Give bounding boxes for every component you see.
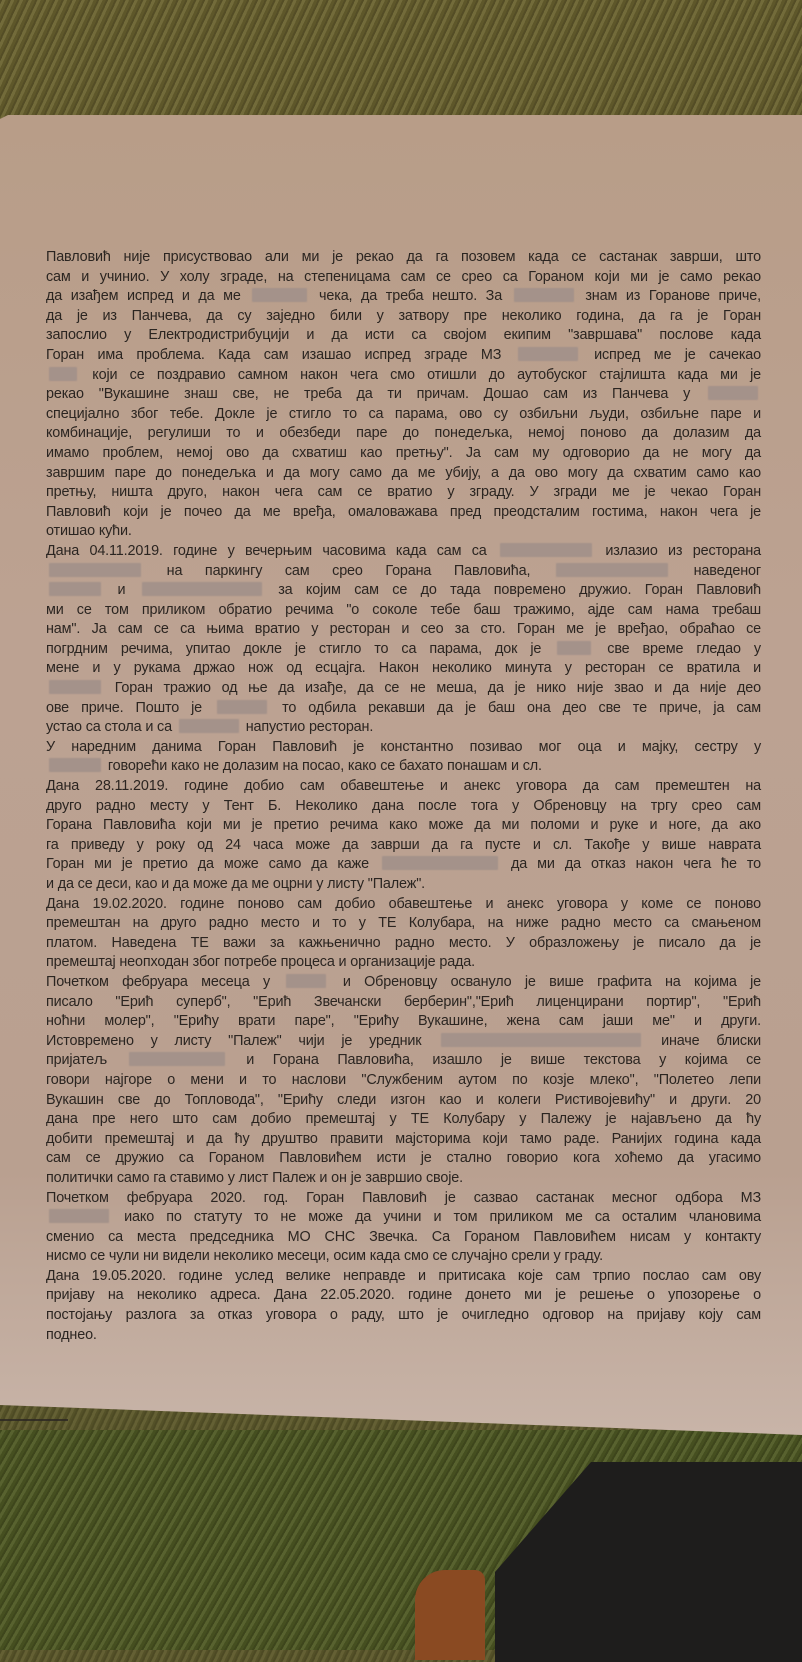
line-text: излазио из ресторана	[605, 542, 761, 559]
line-text: мене и у рукама држао нож од есцајга. Након неколико минута у ресторан се вратила и	[46, 660, 761, 677]
document-line	[46, 542, 761, 562]
redaction-block	[49, 563, 141, 577]
document-line	[46, 444, 761, 464]
line-text: говорећи како не долазим на посао, како се бахато понашам и сл.	[107, 758, 542, 775]
line-text: Вукашин све до Топловода", "Ерићу следи изгон као и колеги Ристивојевићу" и други. 20	[46, 1091, 761, 1108]
redaction-block	[441, 1033, 641, 1047]
document-line	[46, 1306, 761, 1326]
line-text: рекао "Вукашине знаш све, не треба да ти причам. Дошао сам из Панчева у	[46, 386, 691, 403]
line-text: отишао кући.	[46, 523, 132, 540]
pencil-mark	[0, 1419, 68, 1421]
hand-edge	[415, 1570, 485, 1660]
document-line	[46, 1091, 761, 1111]
document-line	[46, 797, 761, 817]
document-line	[46, 326, 761, 346]
document-line	[46, 503, 761, 523]
document-line	[46, 1228, 761, 1248]
document-line	[46, 855, 761, 875]
line-text: пријаву на неколико адреса. Дана 22.05.2020. године донето ми је решење о упозорење о	[46, 1287, 761, 1304]
line-text: говори најгоре о мени и то наслови "Службеним аутом по козје млеко", "Полетео лепи	[46, 1071, 761, 1088]
fabric-background-top	[0, 0, 802, 130]
line-text: Дана 19.05.2020. године услед велике неправде и притисака које сам трпио послао сам ову	[46, 1267, 761, 1284]
redaction-block	[514, 288, 574, 302]
line-text: пријатељ	[46, 1052, 107, 1069]
line-text: Дана 19.02.2020. године поново сам добио обавештење и анекс уговора у коме се поново	[46, 895, 761, 912]
document-line	[46, 679, 761, 699]
document-line	[46, 836, 761, 856]
line-text: испред ме је сачекао	[594, 346, 761, 363]
document-line	[46, 268, 761, 288]
document-line	[46, 777, 761, 797]
line-text: комбинације, регулиши то и обезбеди паре до понедељка, немој поново да долазим да	[46, 425, 761, 442]
document-line	[46, 973, 761, 993]
line-text: дана пре него што сам добио премештај у ТЕ Колубару у Палежу је најављено да ћу	[46, 1111, 761, 1128]
line-text: и да се деси, као и да може да ме оцрни у листу "Палеж".	[46, 876, 426, 892]
line-text: У наредним данима Горан Павловић је константно позивао мог оца и мајку, сестру у	[46, 738, 761, 755]
redaction-block	[382, 856, 498, 870]
line-text: политички само га ставимо у лист Палеж и он је завршио своје.	[46, 1169, 463, 1186]
document-body	[46, 248, 761, 1345]
line-text: погрдним речима, упитао докле је стигло то са парама, док је	[46, 640, 542, 657]
redaction-block	[49, 1209, 109, 1223]
document-line	[46, 1110, 761, 1130]
line-text: премештај неопходан због потребе процеса и организације рада.	[46, 954, 475, 971]
line-text: друго радно месту у Тент Б. Неколико дана после тога у Обреновцу на тргу срео сам	[46, 797, 761, 814]
redaction-block	[708, 386, 758, 400]
line-text: завршим паре до понедељка и да могу само да ме убију, а да ово могу да схватим само као	[46, 464, 761, 481]
line-text: нисмо се чули ни видели неколико месеци, осим када смо се случајно срели у граду.	[46, 1248, 603, 1265]
document-line	[46, 464, 761, 484]
line-text: сам се дружио са Гораном Павловићем исти је стално говорио кога хоћемо да угасимо	[46, 1150, 761, 1167]
line-text: и	[117, 582, 126, 599]
redaction-block	[252, 288, 307, 302]
line-text: поднео.	[46, 1326, 97, 1343]
line-text: иначе блиски	[661, 1032, 761, 1049]
line-text: иако по статуту то не може да учини и том приликом ме са осталим члановима	[124, 1209, 761, 1226]
redaction-block	[556, 563, 668, 577]
document-line	[46, 659, 761, 679]
document-line	[46, 738, 761, 758]
line-text: премештан на друго радно место и то у ТЕ Колубара, на ниже радно место са смањеном	[46, 915, 761, 932]
line-text: нам". Ја сам се са њима вратио у ресторан и сео за сто. Горан ме је вређао, обраћао се	[46, 621, 761, 638]
redaction-block	[49, 582, 101, 596]
line-text: Истовремено у листу "Палеж" чији је уредник	[46, 1032, 422, 1049]
line-text: запослио у Електродистрибуцији и да исти са својом екипим "завршава" послове када	[46, 327, 761, 344]
document-line	[46, 1326, 761, 1346]
redaction-block	[217, 700, 267, 714]
document-line	[46, 581, 761, 601]
document-line	[46, 1051, 761, 1071]
document-line	[46, 385, 761, 405]
document-line	[46, 248, 761, 268]
document-line	[46, 366, 761, 386]
line-text: знам из Горанове приче,	[585, 288, 761, 305]
line-text: Дана 04.11.2019. године у вечерњим часовима када сам са	[46, 542, 487, 559]
line-text: добити премештај и да ћу друштво правити мајсторима који тамо раде. Ранијих година када	[46, 1130, 761, 1147]
document-line	[46, 1286, 761, 1306]
document-line	[46, 757, 761, 777]
document-line	[46, 816, 761, 836]
document-line	[46, 699, 761, 719]
line-text: да је из Панчева, да су заједно били у затвору пре неколико година, да га је Горан	[46, 307, 761, 324]
document-line	[46, 1130, 761, 1150]
document-line	[46, 640, 761, 660]
line-text: ове приче. Пошто је	[46, 699, 203, 716]
line-text: Горан тражио од ње да изађе, да се не меша, да је нико није звао и да није део	[114, 680, 761, 697]
line-text: ноћни молер", "Ерићу врати паре", "Ерићу Вукашине, жена сам јаши ме" и други.	[46, 1013, 761, 1030]
document-line	[46, 1012, 761, 1032]
document-line	[46, 1247, 761, 1267]
document-line	[46, 483, 761, 503]
document-line	[46, 1169, 761, 1189]
line-text: Почетком фебруара месеца у	[46, 973, 271, 990]
redaction-block	[142, 582, 262, 596]
document-line	[46, 1071, 761, 1091]
line-text: и Обреновцу освануло је више графита на којима је	[342, 973, 762, 990]
line-text: ми се том приликом обратио речима "о соколе тебе баш тражимо, ајде сам нама требаш	[46, 601, 761, 618]
document-line	[46, 405, 761, 425]
redaction-block	[500, 543, 592, 557]
redaction-block	[49, 680, 101, 694]
line-text: устао са стола и са	[46, 719, 172, 736]
line-text: на паркингу сам срео Горана Павловића,	[166, 562, 531, 579]
line-text: Павловић који је почео да ме вређа, омаловажава пред преодсталим гостима, након чега је	[46, 503, 761, 520]
document-line	[46, 1267, 761, 1287]
document-line	[46, 875, 761, 895]
document-line	[46, 934, 761, 954]
line-text: да ми да отказ након чега ће то	[511, 856, 761, 873]
line-text: претњу, ништа друго, након чега сам се вратио у зграду. У згради ме је чекао Горан	[46, 484, 761, 501]
redaction-block	[49, 758, 101, 772]
line-text: платом. Наведена ТЕ важи за кажњенично радно место. У образложењу је писало да је	[46, 934, 761, 951]
redaction-block	[286, 974, 326, 988]
line-text: све време гледао у	[607, 640, 761, 657]
line-text: који се поздравио самном након чега смо отишли до аутобуског стајлишта када ми је	[92, 366, 761, 383]
line-text: то одбила рекавши да је баш она део све те приче, ја сам	[282, 699, 761, 716]
document-line	[46, 424, 761, 444]
redaction-block	[129, 1052, 225, 1066]
line-text: Почетком фебруара 2020. год. Горан Павловић је сазвао састанак месног одбора МЗ	[46, 1189, 761, 1206]
line-text: напустио ресторан.	[245, 719, 374, 736]
redaction-block	[49, 367, 77, 381]
line-text: писало "Ерић суперб", "Ерић Звечански берберин","Ерић лиценцирани портир", "Ерић	[46, 993, 761, 1010]
line-text: Дана 28.11.2019. године добио сам обавештење и анекс уговора да сам премештен на	[46, 778, 761, 795]
document-line	[46, 620, 761, 640]
line-text: га приведу у року од 24 часа може да заврши да га пусте и сл. Такође у више наврата	[46, 836, 761, 853]
line-text: постојању разлога за отказ уговора о раду, што је очигледно одговор на пријаву коју сам	[46, 1307, 761, 1324]
document-line	[46, 1032, 761, 1052]
document-line	[46, 1189, 761, 1209]
line-text: имамо проблем, немој ово да схватиш као претњу". Ја сам му одговорио да не могу да	[46, 444, 761, 461]
line-text: да изађем испред и да ме	[46, 288, 241, 305]
document-line	[46, 1208, 761, 1228]
line-text: чека, да треба нешто. За	[319, 288, 503, 305]
document-line	[46, 522, 761, 542]
line-text: Горана Павловића који ми је претио речима како може да ми поломи и руке и ноге, да ако	[46, 817, 761, 834]
redaction-block	[557, 641, 591, 655]
document-line	[46, 895, 761, 915]
redaction-block	[179, 719, 239, 733]
line-text: Павловић није присуствовао али ми је рекао да га позовем када се састанак заврши, што	[46, 249, 761, 265]
line-text: Горан има проблема. Када сам изашао испред зграде МЗ	[46, 346, 502, 363]
document-line	[46, 346, 761, 366]
line-text: наведеног	[693, 562, 761, 579]
document-line	[46, 562, 761, 582]
document-line	[46, 914, 761, 934]
line-text: сменио са места председника МО СНС Звечка. Са Гораном Павловићем нисам у контакту	[46, 1228, 761, 1245]
redaction-block	[518, 347, 578, 361]
line-text: сам и учинио. У холу зграде, на степеницама сам се срео са Гораном који ми је само рекао	[46, 268, 761, 285]
document-line	[46, 953, 761, 973]
document-line	[46, 287, 761, 307]
line-text: специјално због тебе. Докле је стигло то са парама, ово су озбиљни људи, озбиљне паре и	[46, 405, 761, 422]
document-line	[46, 718, 761, 738]
line-text: Горан ми је претио да може само да каже	[46, 856, 369, 873]
line-text: и Горана Павловића, изашло је више текстова у којима се	[246, 1052, 761, 1069]
document-line	[46, 993, 761, 1013]
document-line	[46, 307, 761, 327]
document-line	[46, 601, 761, 621]
line-text: за којим сам се до тада повремено дружио. Горан Павловић	[278, 582, 761, 599]
document-line	[46, 1149, 761, 1169]
